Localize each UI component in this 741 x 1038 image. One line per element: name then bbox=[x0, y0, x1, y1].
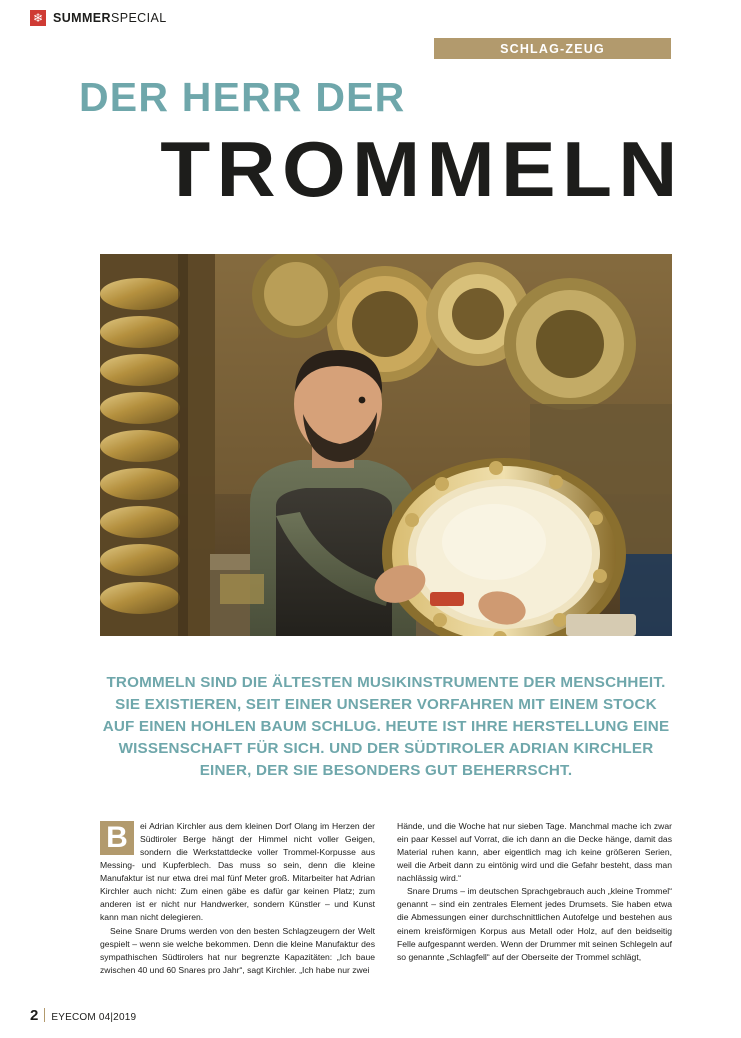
masthead-title bbox=[53, 11, 167, 25]
article-body bbox=[100, 820, 672, 977]
body-paragraph: ei Adrian Kirchler aus dem kleinen Dorf Olang im Herzen der Südtiroler Berge hängt der Himmel nicht voller Geigen, sondern die Werkstattdecke voller Trommel-Korpusse aus Messing- und Kupferblech. Das muss so sein, denn die kleine Manufaktur ist nur etwa drei mal fünf Meter groß. Mitarbeiter hat Adrian Kirchler auch nicht: Zum einen gäbe es dafür gar keinen Platz; zum anderen ist er nicht nur Handwerker, sondern Künstler – und Kunst kann man nicht delegieren. bbox=[100, 821, 375, 923]
masthead-word-light: SPECIAL bbox=[110, 11, 167, 25]
snowflake-icon: ❄ bbox=[30, 10, 46, 26]
body-paragraph: Snare Drums – im deutschen Sprachgebrauch auch „kleine Trommel“ genannt – sind ein zentrales Element jedes Drumsets. Sie haben etwa die Abmessungen einer durchschnittlichen Autofelge und bestehen aus einem kreisförmigen Korpus aus Metall oder Holz, auf den beidseitig Felle aufgespannt werden. Wenn der Drummer mit seinen Schlegeln auf so genannte „Schlagfell“ auf der Oberseite der Trommel schlägt, bbox=[397, 886, 672, 962]
page-footer bbox=[30, 1006, 136, 1024]
page-number: 2 bbox=[30, 1007, 39, 1024]
body-column-2 bbox=[397, 820, 672, 977]
body-paragraph: Seine Snare Drums werden von den besten Schlagzeugern der Welt gespielt – wenn sie welche bekommen. Denn die kleine Manufaktur des sympathischen Südtirolers hat nur begrenzte Kapazitäten: „Ich baue zwischen 40 und 60 Snares pro Jahr“, sagt Kirchler. „Ich habe nur zwei bbox=[100, 925, 375, 975]
headline-line-2: TROMMELN bbox=[160, 125, 684, 213]
publication-info: EYECOM 04|2019 bbox=[51, 1012, 137, 1023]
body-column-1 bbox=[100, 820, 375, 977]
hero-photo-illustration bbox=[100, 254, 672, 636]
body-paragraph: Hände, und die Woche hat nur sieben Tage. Manchmal mache ich zwar ein paar Kessel auf Vorrat, die ich dann an die Decke hänge, damit das Material ruhen kann, aber eigentlich mag ich keine größeren Serien, weil die Arbeit dann zu eintönig wird und die Gefahr besteht, dass man nachlässig wird.“ bbox=[397, 821, 672, 884]
drop-cap: B bbox=[100, 821, 134, 855]
lead-paragraph: TROMMELN SIND DIE ÄLTESTEN MUSIKINSTRUMENTE DER MENSCHHEIT. SIE EXISTIEREN, SEIT EINER UNSERER VORFAHREN MIT EINEM STOCK AUF EINEN HOHLEN BAUM SCHLUG. HEUTE IST IHRE HERSTELLUNG EINE WISSENSCHAFT FÜR SICH. UND DER SÜDTIROLER ADRIAN KIRCHLER EINER, DER SIE BESONDERS GUT BEHERRSCHT. bbox=[102, 674, 670, 779]
section-tag: SCHLAG-ZEUG bbox=[434, 38, 671, 59]
footer-divider bbox=[44, 1008, 45, 1022]
headline-line-1: DER HERR DER bbox=[79, 74, 406, 120]
masthead-word-bold: SUMMER bbox=[53, 11, 111, 25]
hero-photo bbox=[100, 254, 672, 636]
masthead bbox=[30, 10, 167, 26]
